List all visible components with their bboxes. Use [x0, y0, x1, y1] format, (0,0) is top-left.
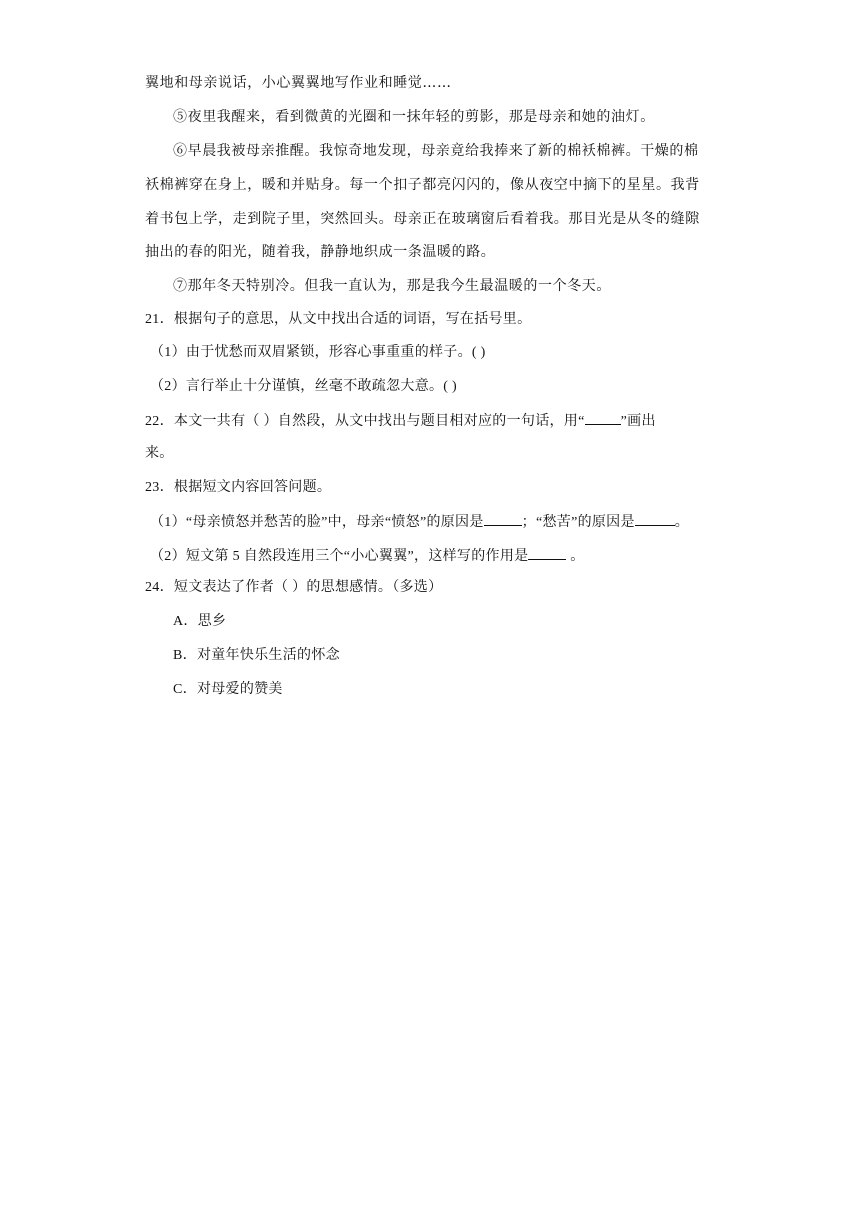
question-23-1-text-a: （1）“母亲愤怒并愁苦的脸”中，母亲“愤怒”的原因是 [150, 515, 484, 530]
question-24: 24．短文表达了作者（ ）的思想感情。（多选） [145, 580, 443, 595]
question-23-1-text-b: ；“愁苦”的原因是 [521, 515, 635, 530]
passage-line-1: 翼地和母亲说话，小心翼翼地写作业和睡觉…… [145, 75, 452, 91]
question-23: 23．根据短文内容回答问题。 [145, 480, 332, 495]
paragraph-5: ⑤夜里我醒来，看到微黄的光圈和一抹年轻的剪影，那是母亲和她的油灯。 [173, 109, 655, 125]
question-23-2-text-a: （2）短文第 5 自然段连用三个“小心翼翼”，这样写的作用是 [150, 549, 529, 564]
question-22-continued: 来。 [145, 446, 174, 461]
question-21-part-1: （1）由于忧愁而双眉紧锁，形容心事重重的样子。( ) [150, 345, 486, 360]
question-21: 21．根据句子的意思，从文中找出合适的词语，写在括号里。 [145, 312, 532, 327]
answer-blank[interactable] [585, 410, 621, 425]
paragraph-6-line-1: ⑥早晨我被母亲推醒。我惊奇地发现，母亲竟给我捧来了新的棉袄棉裤。干燥的棉 [173, 143, 699, 159]
answer-blank[interactable] [484, 511, 522, 526]
question-22-text-b: ”画出 [620, 414, 656, 429]
question-23-part-2 [150, 545, 585, 567]
answer-blank[interactable] [635, 511, 675, 526]
question-21-part-2: （2）言行举止十分谨慎，丝毫不敢疏忽大意。( ) [150, 379, 458, 394]
paragraph-7: ⑦那年冬天特别冷。但我一直认为，那是我今生最温暖的一个冬天。 [173, 278, 611, 294]
question-22-text-a: 22．本文一共有（ ）自然段，从文中找出与题目相对应的一句话，用“ [145, 414, 585, 429]
answer-blank[interactable] [528, 545, 566, 560]
option-c[interactable]: C．对母爱的赞美 [173, 682, 283, 697]
paragraph-6-line-3: 着书包上学，走到院子里，突然回头。母亲正在玻璃窗后看着我。那目光是从冬的缝隙 [145, 211, 700, 227]
question-23-2-text-b: 。 [566, 549, 585, 564]
paragraph-6-line-2: 袄棉裤穿在身上，暖和并贴身。每一个扣子都亮闪闪的，像从夜空中摘下的星星。我背 [145, 177, 700, 193]
option-b[interactable]: B．对童年快乐生活的怀念 [173, 648, 340, 663]
question-23-1-text-c: 。 [674, 515, 690, 530]
paragraph-6-line-4: 抽出的春的阳光，随着我，静静地织成一条温暖的路。 [145, 244, 496, 260]
option-a[interactable]: A．思乡 [173, 614, 227, 629]
question-23-part-1 [150, 511, 689, 533]
question-22 [145, 410, 656, 432]
